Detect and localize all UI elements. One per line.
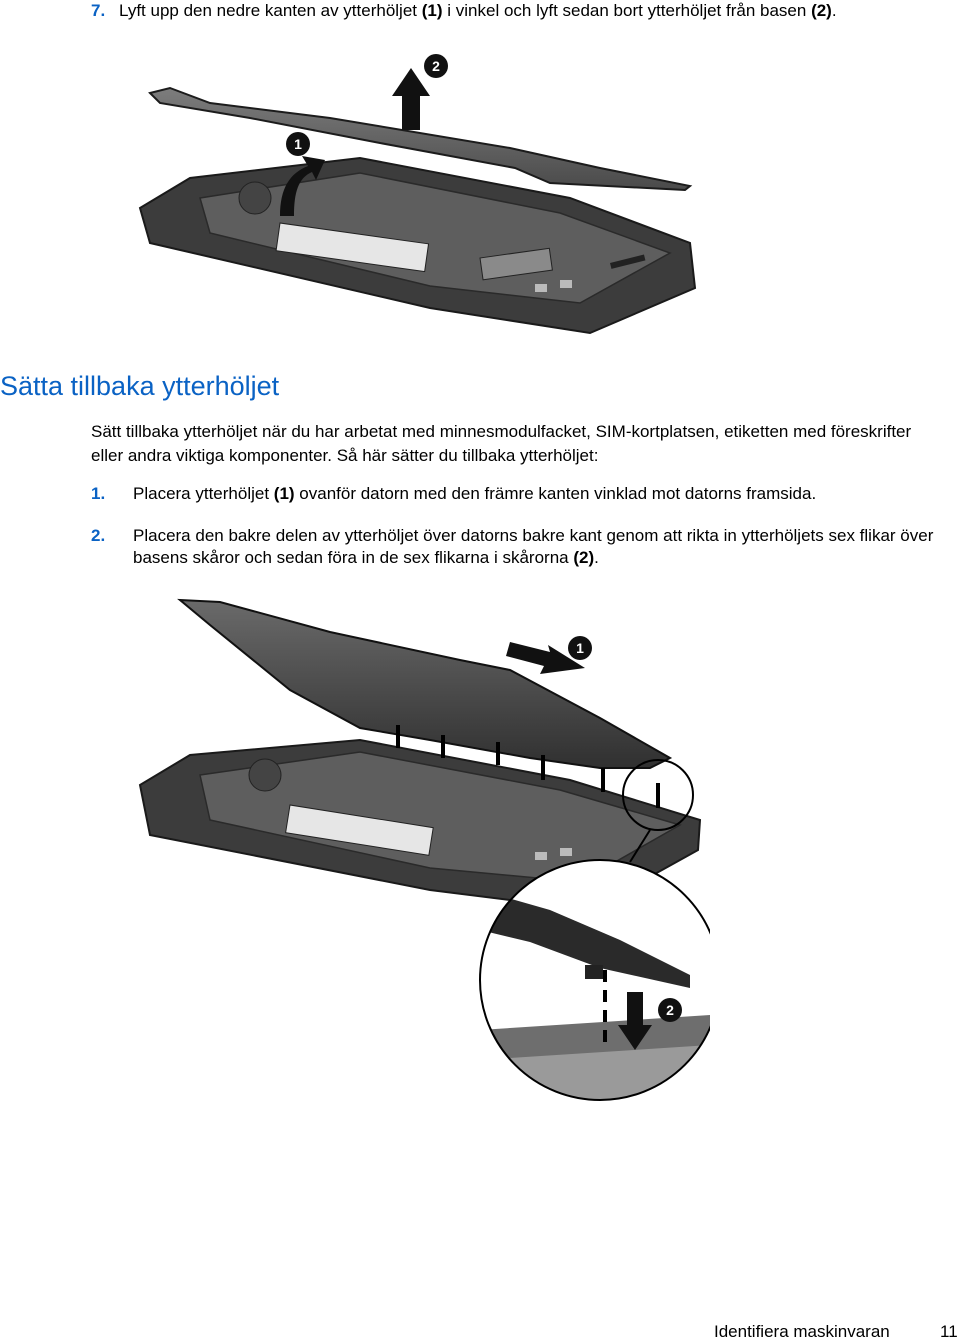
section-intro: Sätt tillbaka ytterhöljet när du har arbetat med minnesmodulfacket, SIM-kortplatsen, etiketten med föreskrifter eller andra viktiga komponenter. Så här sätter du tillbaka ytterhöljet: [91,422,912,465]
callout-2-label: 2 [432,58,440,74]
fig2-callout-1-label: 1 [576,640,584,656]
footer-page-number: 11 [940,1322,958,1341]
figure-replace-cover [130,590,710,1110]
fig2-callout-2-label: 2 [666,1002,674,1018]
step-7 [0,0,960,24]
bottom-cover [180,600,670,768]
replace-step-2-text: Placera den bakre delen av ytterhöljet över datorns bakre kant genom att rikta in ytterhöljets sex flikar över basens skåror och sedan föra in de sex flikarna i skårorna (2). [133,526,934,567]
replace-step-1 [0,483,960,507]
figure-remove-cover [130,48,710,338]
footer-section: Identifiera maskinvaran [714,1322,890,1341]
callout-1-label: 1 [294,136,302,152]
step-7-text: Lyft upp den nedre kanten av ytterhöljet (1) i vinkel och lyft sedan bort ytterhöljet från basen (2). [119,1,837,20]
step-7-number: 7. [91,1,106,20]
replace-step-1-text: Placera ytterhöljet (1) ovanför datorn med den främre kanten vinklad mot datorns framsida. [133,484,817,503]
arrow-2-icon [392,68,430,130]
section-heading: Sätta tillbaka ytterhöljet [0,371,280,401]
replace-step-1-number: 1. [91,484,106,503]
replace-step-2 [0,525,960,573]
replace-step-2-number: 2. [91,526,106,545]
